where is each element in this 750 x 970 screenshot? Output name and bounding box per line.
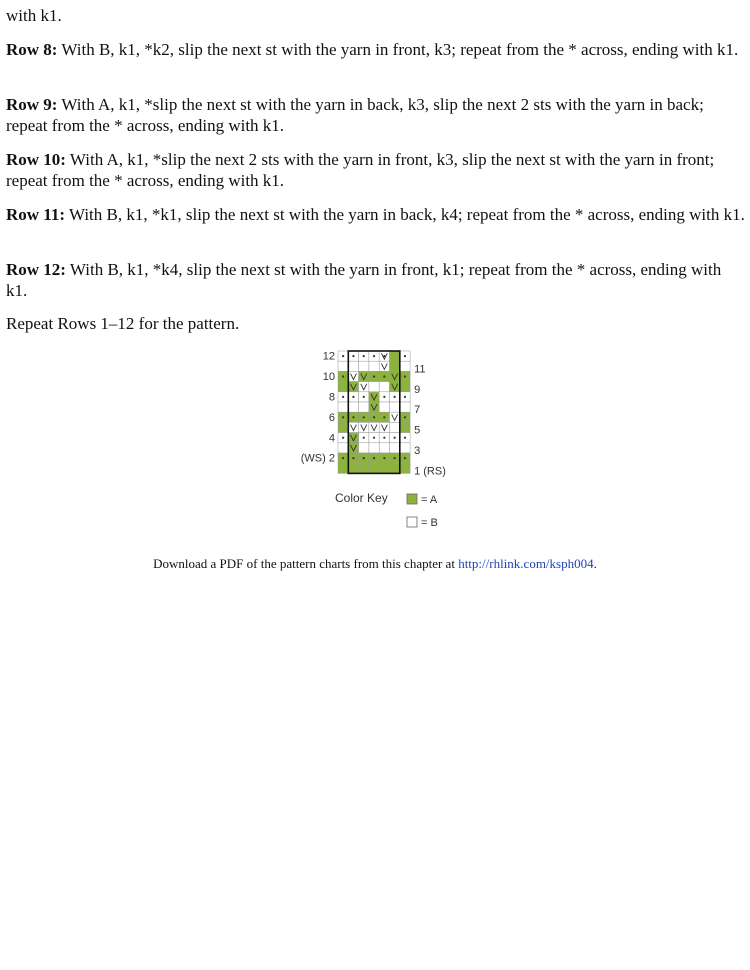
- purl-dot-symbol: [363, 457, 365, 459]
- chart-cell: [359, 443, 369, 453]
- chart-cell: [390, 463, 400, 473]
- chart-cell: [338, 361, 348, 371]
- chart-grid: [338, 351, 410, 473]
- chart-cell: [390, 361, 400, 371]
- top-fragment: with k1.: [6, 6, 62, 25]
- chart-cell: [400, 443, 410, 453]
- purl-dot-symbol: [352, 355, 354, 357]
- purl-dot-symbol: [342, 416, 344, 418]
- row-number-label: 5: [414, 424, 421, 437]
- row-8-instruction: [6, 39, 746, 60]
- chart-cell: [338, 382, 348, 392]
- color-b-swatch: [407, 517, 417, 527]
- row-12-instruction: [6, 259, 746, 301]
- row-number-label: 11: [414, 363, 426, 376]
- row-number-label: 7: [414, 404, 421, 417]
- purl-dot-symbol: [373, 437, 375, 439]
- chart-cell: [379, 463, 389, 473]
- purl-dot-symbol: [363, 416, 365, 418]
- chart-cell: [400, 422, 410, 432]
- chart-cell: [369, 463, 379, 473]
- row-9-instruction: [6, 94, 746, 136]
- chart-cell: [348, 463, 358, 473]
- row-label: Row 8:: [6, 40, 58, 59]
- row-text: With A, k1, *slip the next st with the yarn in back, k3, slip the next 2 sts with the yarn in back; repeat from the * across, ending with k1.: [6, 95, 704, 135]
- purl-dot-symbol: [373, 457, 375, 459]
- purl-dot-symbol: [404, 457, 406, 459]
- purl-dot-symbol: [373, 416, 375, 418]
- purl-dot-symbol: [383, 375, 385, 377]
- purl-dot-symbol: [373, 355, 375, 357]
- purl-dot-symbol: [352, 457, 354, 459]
- row-label: Row 10:: [6, 150, 66, 169]
- row-label: Row 12:: [6, 260, 66, 279]
- chart-cell: [379, 402, 389, 412]
- purl-dot-symbol: [404, 437, 406, 439]
- row-number-label: 3: [414, 445, 421, 457]
- chart-cell: [338, 422, 348, 432]
- chart-cell: [400, 463, 410, 473]
- download-caption: [0, 556, 750, 572]
- key-b-label: = B: [421, 517, 438, 529]
- chart-cell: [390, 351, 400, 361]
- row-number-label: 12: [322, 350, 335, 363]
- chart-cell: [390, 443, 400, 453]
- purl-dot-symbol: [394, 437, 396, 439]
- chart-cell: [390, 402, 400, 412]
- row-number-label: 4: [328, 432, 335, 445]
- purl-dot-symbol: [404, 375, 406, 377]
- chart-cell: [369, 443, 379, 453]
- purl-dot-symbol: [342, 375, 344, 377]
- chart-cell: [359, 361, 369, 371]
- chart-cell: [369, 382, 379, 392]
- chart-cell: [348, 402, 358, 412]
- row-number-label: 6: [328, 411, 335, 424]
- row-number-label: 8: [328, 391, 335, 404]
- chart-cell: [390, 422, 400, 432]
- stitch-chart: [290, 345, 460, 530]
- purl-dot-symbol: [383, 355, 385, 357]
- purl-dot-symbol: [352, 396, 354, 398]
- chart-cell: [338, 402, 348, 412]
- purl-dot-symbol: [394, 457, 396, 459]
- chart-cell: [369, 361, 379, 371]
- purl-dot-symbol: [342, 457, 344, 459]
- caption-prefix: Download a PDF of the pattern charts from this chapter at: [153, 556, 459, 571]
- purl-dot-symbol: [383, 396, 385, 398]
- purl-dot-symbol: [363, 396, 365, 398]
- repeat-instruction: Repeat Rows 1–12 for the pattern.: [6, 314, 240, 333]
- purl-dot-symbol: [383, 437, 385, 439]
- purl-dot-symbol: [394, 396, 396, 398]
- color-key-label: Color Key: [335, 491, 388, 505]
- caption-suffix: .: [593, 556, 597, 571]
- chart-cell: [348, 361, 358, 371]
- purl-dot-symbol: [342, 437, 344, 439]
- row-number-label: 9: [414, 383, 421, 396]
- color-a-swatch: [407, 494, 417, 504]
- stitch-chart-svg: [290, 345, 460, 530]
- purl-dot-symbol: [363, 437, 365, 439]
- row-text: With B, k1, *k2, slip the next st with the yarn in front, k3; repeat from the * across, ending with k1.: [57, 40, 739, 59]
- chart-cell: [400, 382, 410, 392]
- row-number-label: 10: [322, 371, 335, 384]
- purl-dot-symbol: [352, 416, 354, 418]
- row-10-instruction: [6, 149, 746, 191]
- row-label: Row 11:: [6, 205, 66, 224]
- row-number-label: (WS) 2: [300, 452, 335, 465]
- row-11-instruction: [6, 204, 746, 225]
- purl-dot-symbol: [363, 355, 365, 357]
- purl-dot-symbol: [404, 396, 406, 398]
- chart-cell: [338, 463, 348, 473]
- chart-cell: [379, 443, 389, 453]
- row-number-label: 1 (RS): [414, 465, 446, 478]
- download-link[interactable]: http://rhlink.com/ksph004: [458, 556, 594, 571]
- chart-cell: [400, 402, 410, 412]
- chart-cell: [338, 443, 348, 453]
- purl-dot-symbol: [404, 416, 406, 418]
- chart-cell: [379, 382, 389, 392]
- purl-dot-symbol: [373, 375, 375, 377]
- purl-dot-symbol: [342, 355, 344, 357]
- right-row-labels: [414, 363, 446, 477]
- row-label: Row 9:: [6, 95, 58, 114]
- row-text: With B, k1, *k4, slip the next st with the yarn in front, k1; repeat from the * across, ending with k1.: [6, 260, 722, 300]
- purl-dot-symbol: [342, 396, 344, 398]
- left-row-labels: [301, 351, 335, 465]
- row-text: With B, k1, *k1, slip the next st with the yarn in back, k4; repeat from the * across, ending with k1.: [65, 205, 745, 224]
- purl-dot-symbol: [383, 416, 385, 418]
- chart-cell: [359, 463, 369, 473]
- purl-dot-symbol: [404, 355, 406, 357]
- chart-cell: [359, 402, 369, 412]
- key-a-label: = A: [421, 494, 438, 506]
- row-text: With A, k1, *slip the next 2 sts with the yarn in front, k3, slip the next st with the yarn in front; repeat from the * across, ending with k1.: [6, 150, 715, 190]
- chart-cell: [400, 361, 410, 371]
- purl-dot-symbol: [383, 457, 385, 459]
